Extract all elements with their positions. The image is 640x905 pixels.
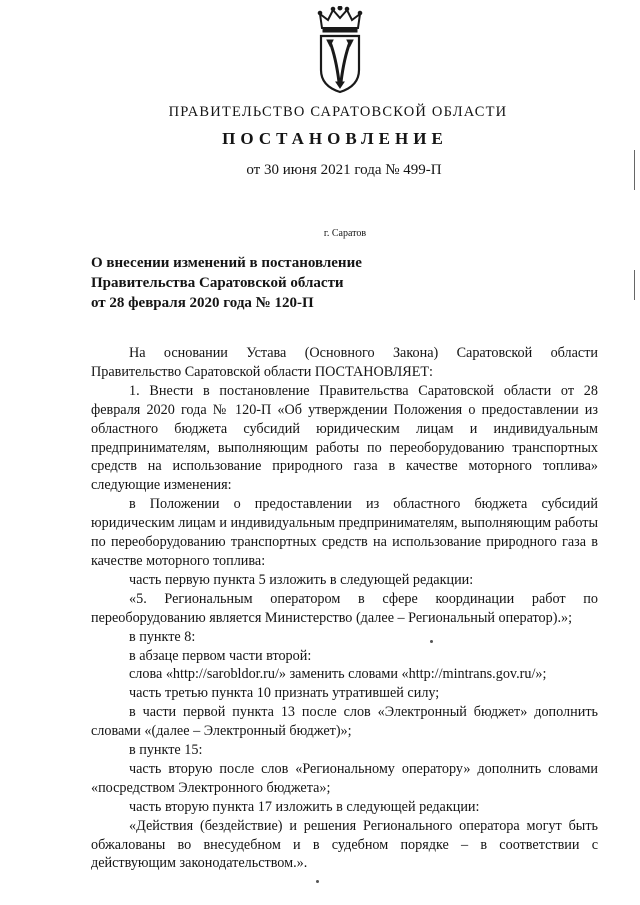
- scan-edge-mark: [634, 270, 635, 300]
- body-paragraph: в пункте 15:: [129, 742, 203, 759]
- scan-edge-mark: [634, 150, 635, 190]
- subject-line: О внесении изменений в постановление: [91, 255, 362, 271]
- body-paragraph: часть первую пункта 5 изложить в следующей редакции:: [129, 571, 474, 588]
- document-city: г. Саратов: [323, 228, 367, 239]
- document-subject: [91, 253, 411, 313]
- document-type-title: ПОСТАНОВЛЕНИЕ: [222, 129, 448, 148]
- scan-speck: [316, 880, 319, 883]
- body-paragraph: часть вторую после слов «Региональному оператору» дополнить словами «посредством Электронного бюджета»;: [91, 760, 598, 796]
- body-paragraph: часть вторую пункта 17 изложить в следующей редакции:: [129, 798, 480, 815]
- body-paragraph: 1. Внести в постановление Правительства Саратовской области от 28 февраля 2020 года № 120-П «Об утверждении Положения о предоставлении из областного бюджета субсидий юридическим лицам и индивидуальным предпринимателям, выполняющим работы по переоборудованию транспортных средств на использование природного газа в качестве моторного топлива» следующие изменения:: [91, 382, 598, 494]
- body-paragraph: в пункте 8:: [129, 628, 196, 645]
- subject-line: от 28 февраля 2020 года № 120-П: [91, 295, 314, 311]
- body-paragraph: часть третью пункта 10 признать утратившей силу;: [129, 685, 440, 702]
- body-paragraph: в части первой пункта 13 после слов «Электронный бюджет» дополнить словами «(далее – Электронный бюджет)»;: [91, 704, 598, 740]
- body-paragraph: в абзаце первом части второй:: [129, 647, 312, 664]
- scan-speck: [430, 640, 433, 643]
- body-paragraph: слова «http://sarobldor.ru/» заменить словами «http://mintrans.gov.ru/»;: [129, 666, 547, 683]
- document-date-number: от 30 июня 2021 года № 499-П: [246, 162, 442, 178]
- body-paragraph: «Действия (бездействие) и решения Регионального оператора могут быть обжалованы во внесудебном и в судебном порядке – в соответствии с действующим законодательством.».: [91, 817, 598, 872]
- body-paragraph: На основании Устава (Основного Закона) Саратовской области Правительство Саратовской области ПОСТАНОВЛЯЕТ:: [91, 345, 598, 380]
- government-name: ПРАВИТЕЛЬСТВО САРАТОВСКОЙ ОБЛАСТИ: [168, 104, 508, 120]
- saratov-coat-of-arms-emblem: [314, 6, 366, 94]
- body-paragraph: «5. Региональным оператором в сфере координации работ по переоборудованию является Министерство (далее – Региональный оператор).»;: [91, 590, 598, 626]
- subject-line: Правительства Саратовской области: [91, 275, 344, 291]
- document-body: [91, 344, 598, 873]
- body-paragraph: в Положении о предоставлении из областного бюджета субсидий юридическим лицам и индивидуальным предпринимателям, выполняющим работы по переоборудованию транспортных средств на использование природного газа в качестве моторного топлива:: [91, 496, 598, 569]
